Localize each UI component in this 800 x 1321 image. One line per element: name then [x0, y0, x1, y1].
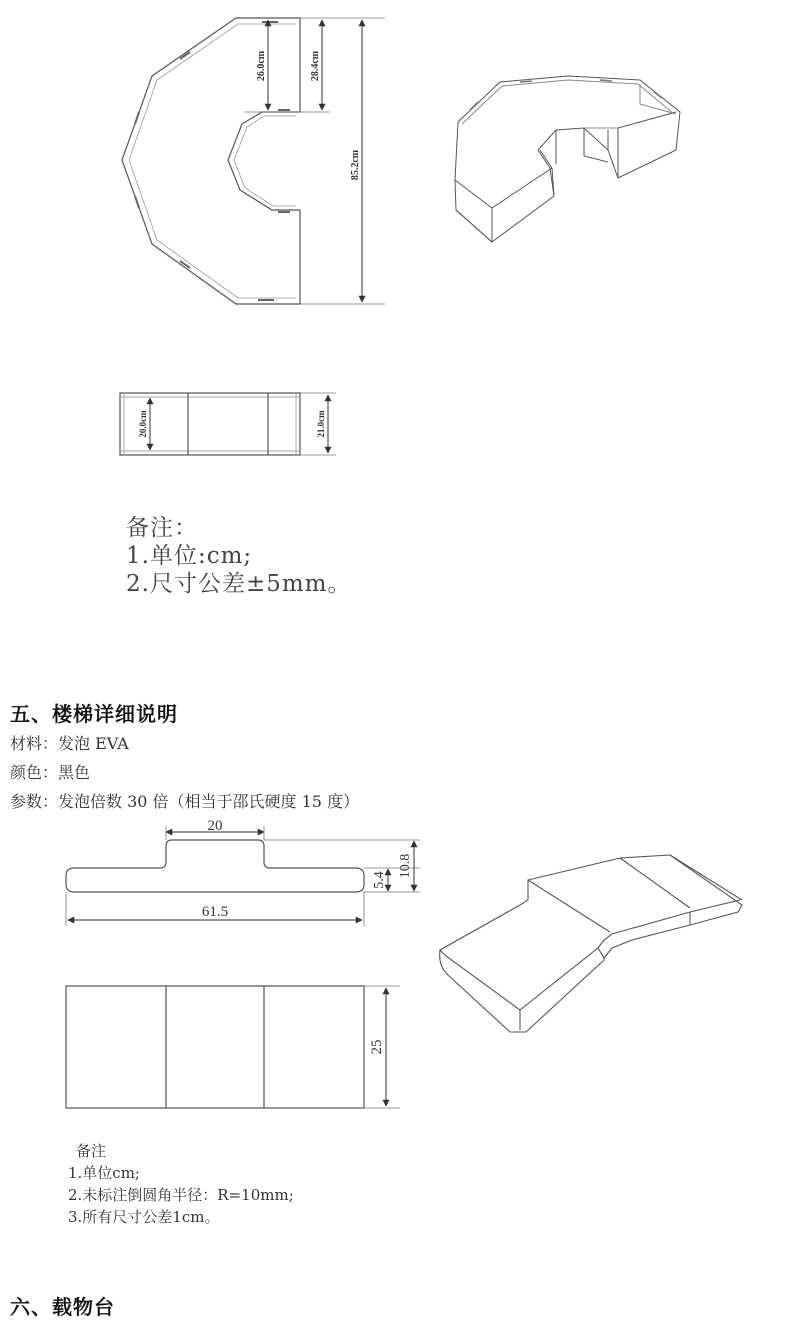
- dim-inner-depth: 26.0cm: [256, 50, 267, 82]
- dim-inner-height: 20.0cm: [138, 410, 148, 438]
- stairs-top-view: [66, 986, 364, 1108]
- shelf-technical-drawing: [0, 0, 800, 470]
- section6-title: 六、载物台: [10, 1295, 115, 1319]
- dim-length: 61.5: [201, 904, 229, 920]
- stairs-notes-line2: 2.未标注倒圆角半径：R=10mm;: [68, 1186, 294, 1204]
- stairs-notes: [68, 1140, 294, 1228]
- shelf-notes-line2: 2.尺寸公差±5mm。: [126, 571, 352, 597]
- shelf-top-view: [122, 18, 300, 304]
- dim-step-width: 20: [207, 818, 223, 834]
- shelf-notes: [126, 514, 351, 598]
- stairs-notes-line3: 3.所有尺寸公差1cm。: [68, 1208, 220, 1226]
- dim-outer-height: 21.0cm: [316, 410, 326, 438]
- dim-total-height: 85.2cm: [350, 149, 361, 181]
- shelf-notes-line1: 1.单位:cm;: [126, 543, 253, 569]
- dim-depth: 25: [369, 1039, 385, 1055]
- stairs-params: 参数：发泡倍数 30 倍（相当于邵氏硬度 15 度）: [10, 792, 360, 811]
- shelf-notes-title: 备注：: [126, 515, 198, 541]
- stairs-color: 颜色：黑色: [10, 763, 91, 782]
- dim-total-height: 10.8: [398, 853, 413, 879]
- stairs-side-view: [66, 840, 364, 892]
- dim-step-height: 5.4: [372, 871, 387, 889]
- stairs-3d-view: [440, 855, 742, 1032]
- shelf-front-view: [120, 393, 336, 455]
- section5-title: 五、楼梯详细说明: [10, 702, 178, 726]
- dim-outer-depth: 28.4cm: [310, 50, 321, 82]
- shelf-3d-view: [455, 76, 680, 242]
- stairs-notes-title: 备注: [76, 1142, 107, 1160]
- stairs-notes-line1: 1.单位cm;: [68, 1164, 140, 1182]
- stairs-material: 材料：发泡 EVA: [10, 734, 129, 753]
